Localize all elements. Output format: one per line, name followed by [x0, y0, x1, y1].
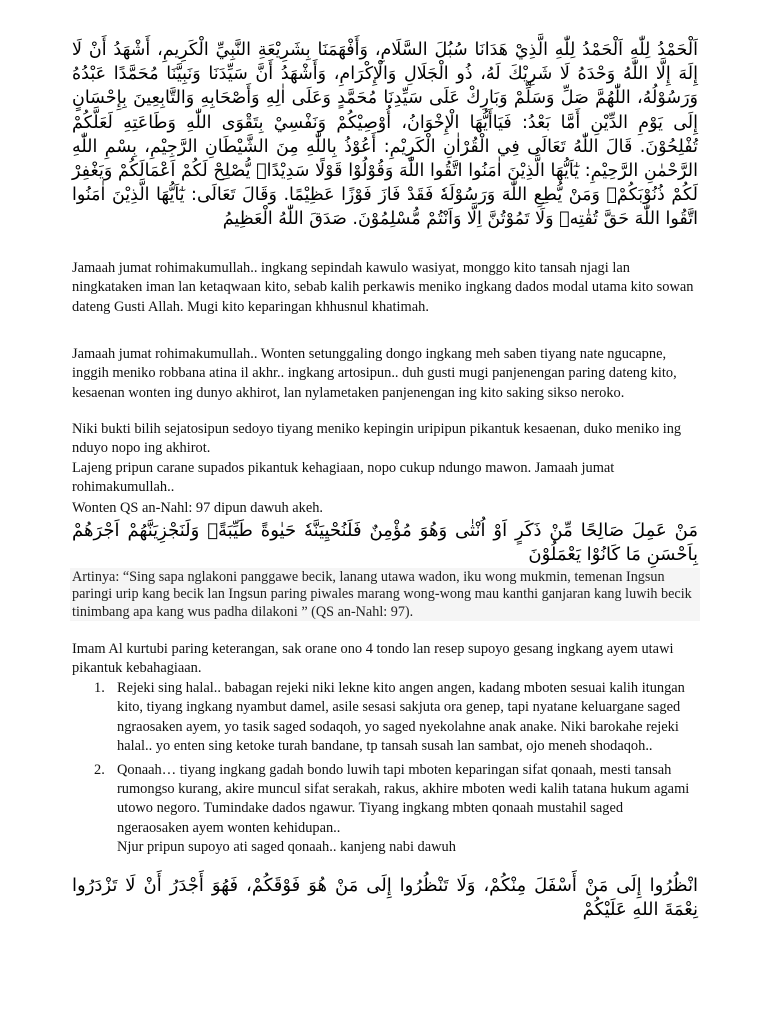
arabic-verse-an-nahl: مَنْ عَمِلَ صَالِحًا مِّنْ ذَكَرٍ اَوْ اُنْثٰى وَهُوَ مُؤْمِنٌ فَلَنُحْيِيَنَّهٗ حَيٰوةً طَيِّبَةًۚ وَلَنَجْزِيَنَّهُمْ اَجْرَهُمْ بِاَحْسَنِ مَا كَانُوْا يَعْمَلُوْنَ	[72, 520, 698, 565]
list-item-number: 1.	[94, 680, 105, 696]
list-item	[94, 761, 698, 858]
arabic-hadith: انْظُرُوا إِلَى مَنْ أَسْفَلَ مِنْكُمْ، وَلَا تَنْظُرُوا إِلَى مَنْ هُوَ فَوْقَكُمْ، فَهُوَ أَجْدَرُ أَنْ لَا تَزْدَرُوا نِعْمَةَ اللهِ عَلَيْكُمْ	[72, 875, 698, 920]
arabic-opening-prayer: اَلْحَمْدُ لِلّٰهِ اَلْحَمْدُ لِلّٰهِ الَّذِيْ هَدَانَا سُبُلَ السَّلَامِ، وَأَفْهَمَنَا بِشَرِيْعَةِ النَّبِيِّ الْكَرِيمِ، أَشْهَدُ أَنْ لَا إِلَهَ إِلَّا اللّٰهُ وَحْدَهُ لَا شَرِيْكَ لَهُ، ذُو الْجَلَالِ وَالْإِكْرَامِ، وَأَشْهَدُ أَنَّ سَيِّدَنَا وَنَبِيَّنَا مُحَمَّدًا عَبْدُهُ وَرَسُوْلُهُ، اللّٰهُمَّ صَلِّ وَسَلِّمْ وَبَارِكْ عَلَى سَيِّدِنَا مُحَمَّدٍ وَعَلَى اٰلِهِ وَأَصْحَابِهِ وَالتَّابِعِينَ بِإِحْسَانٍ إِلَى يَوْمِ الدِّيْنِ أَمَّا بَعْدُ: فَيَاأَيُّهَا الْإِخْوَانُ، أُوْصِيْكُمْ وَنَفْسِيْ بِتَقْوَى اللّٰهِ وَطَاعَتِهِ لَعَلَّكُمْ تُفْلِحُوْنَ. قَالَ اللّٰهُ تَعَالَى فِي الْقُرْاٰنِ الْكَرِيْمِ: أَعُوْذُ بِاللّٰهِ مِنَ الشَّيْطَانِ الرَّجِيْمِ، بِسْمِ اللّٰهِ الرَّحْمٰنِ الرَّحِيْمِ: يٰٓاَيُّهَا الَّذِيْنَ اٰمَنُوا اتَّقُوا اللّٰهَ وَقُوْلُوْا قَوْلًا سَدِيْدًاۙ يُّصْلِحْ لَكُمْ اَعْمَالَكُمْ وَيَغْفِرْ لَكُمْ ذُنُوْبَكُمْۗ وَمَنْ يُّطِعِ اللّٰهَ وَرَسُوْلَهٗ فَقَدْ فَازَ فَوْزًا عَظِيْمًا. وَقَالَ تَعَالَى: يٰٓاَيُّهَا الَّذِيْنَ اٰمَنُوا اتَّقُوا اللّٰهَ حَقَّ تُقٰتِهٖ وَلَا تَمُوْتُنَّ اِلَّا وَاَنْتُمْ مُّسْلِمُوْنَ. صَدَقَ اللّٰهُ الْعَظِيمُ	[72, 40, 698, 230]
paragraph-lajeng: Lajeng pripun carane supados pikantuk kehagiaan, nopo cukup ndungo mawon. Jamaah jumat rohimakumullah..	[72, 460, 615, 496]
paragraph-qs-reference: Wonten QS an-Nahl: 97 dipun dawuh akeh.	[72, 500, 324, 516]
list-item-number: 2.	[94, 761, 105, 778]
paragraph-imam-kurtubi: Imam Al kurtubi paring keterangan, sak orane ono 4 tondo lan resep supoyo gesang ingkang ayem utawi pikantuk kebahagiaan.	[72, 641, 674, 677]
list-item	[94, 679, 698, 757]
paragraph-bukti: Niki bukti bilih sejatosipun sedoyo tiyang meniko kepingin uripipun pikantuk kesaenan, duko meniko ing nduyo nopo ing akhirot.	[72, 421, 682, 457]
paragraph-dongo: Jamaah jumat rohimakumullah.. Wonten setunggaling dongo ingkang meh saben tiyang nate ngucapne, inggih meniko robbana atina il akhr.. ingkang artosipun.. duh gusti mugi panjenengan paring dateng kito, kesaenan wonten ing dunyo akhirot, lan nylametaken panjenengan ing kito saking sikso neroko.	[72, 346, 677, 401]
numbered-list	[72, 679, 698, 858]
list-item-text: Rejeki sing halal.. babagan rejeki niki lekne kito angen angen, kadang mboten sesuai kalih itungan kito, tiyang ingkang nyambut damel, asile sesasi sakjuta ora genep, tapi nyatane keluargane saged ngraosaken ayem, yo tasik saged sodaqoh, yo saged nyekolahne anak anake. Niki barokahe rejeki halal.. yo enten sing ketoke turah bandane, tp tansah susah lan sambat, ojo meneh shodaqoh..	[117, 680, 685, 755]
list-item-extra-text: Njur pripun supoyo ati saged qonaah.. kanjeng nabi dawuh	[117, 839, 456, 856]
paragraph-wasiyat: Jamaah jumat rohimakumullah.. ingkang sepindah kawulo wasiyat, monggo kito tansah njagi lan ningkataken iman lan ketaqwaan kito, sebab kalih perkawis meniko ingkang dados modal utama kito sowan dateng Gusti Allah. Mugi kito keparingan khhusnul khatimah.	[72, 260, 694, 315]
translation-paragraph: Artinya: “Sing sapa nglakoni panggawe becik, lanang utawa wadon, iku wong mukmin, temenan Ingsun paringi urip kang becik lan Ingsun paring piwales marang wong-wong mau kanthi ganjaran kang luwih becik tinimbang apa kang wus padha dilakoni ” (QS an-Nahl: 97).	[72, 569, 692, 620]
list-item-text: Qonaah… tiyang ingkang gadah bondo luwih tapi mboten keparingan sifat qonaah, mesti tansah rumongso kurang, akire muncul sifat serakah, rakus, akhire mboten wedi kalih tatana hukum agami utowo negoro. Tumindake dados ngawur. Tiyang ingkang mbten qonaah mustahil saged ngeraosaken ayem wonten kehidupan..	[117, 761, 690, 836]
